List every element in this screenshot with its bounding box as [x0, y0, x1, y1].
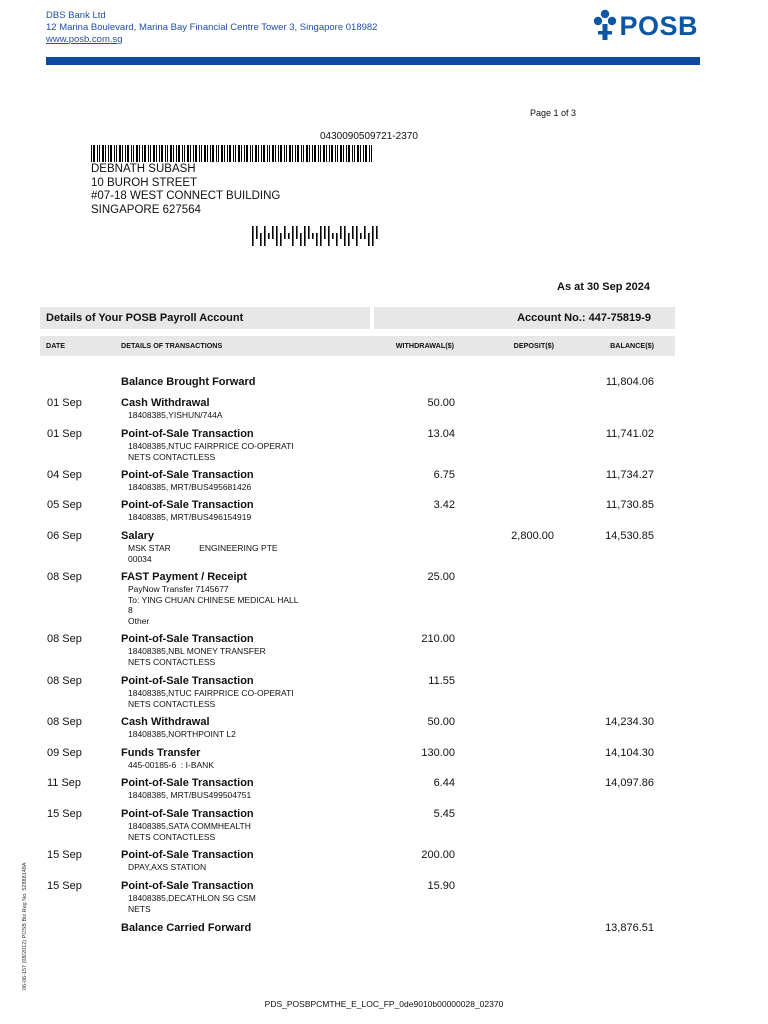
form-code: 06-06-157 (08/2012) POSB Biz Reg No. 52888148A: [22, 862, 28, 990]
barcode-bar: [261, 145, 262, 162]
barcode-bar: [306, 145, 308, 162]
transaction-details: [128, 862, 206, 873]
postal-bar: [280, 233, 282, 246]
barcode-bar: [170, 145, 172, 162]
barcode-bar: [114, 145, 115, 162]
barcode-bar: [252, 145, 253, 162]
barcode-bar: [329, 145, 330, 162]
transaction-title: Balance Brought Forward: [121, 376, 256, 388]
barcode-bar: [267, 145, 268, 162]
balance-amount: 14,530.85: [605, 530, 654, 542]
column-date: DATE: [46, 341, 66, 350]
postal-bar: [252, 226, 254, 246]
header-separator: [370, 307, 374, 329]
transaction-details: [128, 821, 251, 842]
barcode-bar: [207, 145, 208, 162]
barcode-bar: [125, 145, 126, 162]
postal-bar: [296, 226, 298, 239]
withdrawal-amount: 6.75: [433, 469, 455, 481]
postal-bar: [364, 226, 366, 239]
barcode-bar: [178, 145, 180, 162]
barcode-bar: [144, 145, 146, 162]
barcode-bar: [241, 145, 242, 162]
barcode-bar: [289, 145, 291, 162]
barcode-bar: [133, 145, 134, 162]
barcode-bar: [258, 145, 259, 162]
transaction-detail-line: 18408385, MRT/BUS499504751: [128, 790, 252, 800]
barcode-bar: [156, 145, 157, 162]
barcode-bar: [301, 145, 302, 162]
postal-bar: [292, 226, 294, 246]
barcode-bar: [280, 145, 282, 162]
postal-bar: [348, 233, 350, 246]
transaction-details: [128, 543, 278, 564]
transaction-details: [128, 482, 251, 493]
barcode-bar: [127, 145, 129, 162]
barcode-bar: [153, 145, 155, 162]
transaction-detail-line: Other: [128, 615, 150, 626]
balance-amount: 13,876.51: [605, 922, 654, 934]
transaction-date: 05 Sep: [47, 499, 82, 511]
customer-name: DEBNATH SUBASH: [91, 163, 196, 175]
transaction-detail-line: NETS CONTACTLESS: [128, 451, 216, 462]
transaction-date: 08 Sep: [47, 571, 82, 583]
deposit-amount: 2,800.00: [511, 530, 554, 542]
barcode-bar: [297, 145, 299, 162]
transaction-details: [128, 584, 299, 626]
barcode-bar: [286, 145, 287, 162]
transaction-detail-line: NETS CONTACTLESS: [128, 656, 216, 667]
column-headers: [40, 336, 675, 356]
barcode-bar: [229, 145, 231, 162]
barcode-bar: [122, 145, 123, 162]
transaction-detail-line: 18408385,NBL MONEY TRANSFER: [128, 646, 266, 656]
transaction-detail-line: NETS CONTACTLESS: [128, 831, 216, 842]
transaction-detail-line: 18408385,NTUC FAIRPRICE CO-OPERATI: [128, 441, 294, 451]
barcode-bar: [105, 145, 106, 162]
transaction-title: Funds Transfer: [121, 747, 201, 759]
address-line: #07-18 WEST CONNECT BUILDING: [91, 190, 281, 203]
barcode-bar: [142, 145, 143, 162]
barcode-bar: [150, 145, 151, 162]
barcode-bar: [173, 145, 174, 162]
transaction-date: 06 Sep: [47, 530, 82, 542]
barcode-bar: [184, 145, 185, 162]
transaction-title: Point-of-Sale Transaction: [121, 428, 254, 440]
transaction-details: [128, 790, 251, 801]
transaction-title: Cash Withdrawal: [121, 397, 210, 409]
postal-bar: [288, 233, 290, 239]
barcode-bar: [139, 145, 140, 162]
barcode-bar: [309, 145, 310, 162]
barcode-bar: [119, 145, 121, 162]
account-number: Account No.: 447-75819-9: [517, 312, 651, 324]
barcode-bar: [221, 145, 223, 162]
barcode-bar: [284, 145, 285, 162]
transaction-date: 01 Sep: [47, 428, 82, 440]
transaction-date: 08 Sep: [47, 633, 82, 645]
barcode-bar: [357, 145, 359, 162]
postal-bar: [328, 226, 330, 246]
barcode-bar: [190, 145, 191, 162]
barcode-bar: [278, 145, 279, 162]
barcode-bar: [131, 145, 132, 162]
transaction-date: 15 Sep: [47, 808, 82, 820]
barcode-bar: [263, 145, 265, 162]
transaction-title: Point-of-Sale Transaction: [121, 469, 254, 481]
column-deposit: DEPOSIT($): [513, 341, 554, 350]
withdrawal-amount: 25.00: [427, 571, 455, 583]
transaction-date: 08 Sep: [47, 716, 82, 728]
transaction-detail-line: 18408385,NTUC FAIRPRICE CO-OPERATI: [128, 688, 294, 698]
barcode-bar: [216, 145, 217, 162]
transaction-detail-line: 8: [128, 605, 133, 615]
postal-bar: [368, 233, 370, 246]
withdrawal-amount: 5.45: [433, 808, 455, 820]
barcode-bar: [363, 145, 364, 162]
barcode-bar: [161, 145, 163, 162]
postal-bar: [276, 226, 278, 246]
barcode-bar: [337, 145, 338, 162]
barcode-bar: [224, 145, 225, 162]
account-title: Details of Your POSB Payroll Account: [46, 312, 244, 324]
barcode-bar: [238, 145, 240, 162]
barcode-bar: [269, 145, 270, 162]
postal-bar: [272, 226, 274, 239]
barcode-bar: [360, 145, 361, 162]
postal-bar: [304, 226, 306, 246]
address-line: SINGAPORE 627564: [91, 203, 201, 216]
barcode-bar: [371, 145, 372, 162]
column-withdrawal: WITHDRAWAL($): [395, 341, 454, 350]
withdrawal-amount: 13.04: [427, 428, 455, 440]
transaction-title: Point-of-Sale Transaction: [121, 675, 254, 687]
postal-bar: [320, 226, 322, 246]
barcode-bar: [199, 145, 200, 162]
barcode-bar: [246, 145, 248, 162]
barcode-bar: [348, 145, 350, 162]
barcode-bar: [212, 145, 214, 162]
barcode-bar: [187, 145, 189, 162]
transaction-detail-line: 18408385, MRT/BUS496154919: [128, 512, 252, 522]
balance-amount: 11,734.27: [605, 469, 654, 481]
barcode-bar: [201, 145, 202, 162]
logo-text: POSB: [619, 10, 698, 41]
barcode-bar: [295, 145, 296, 162]
barcode-bar: [136, 145, 138, 162]
postal-bar: [372, 226, 374, 246]
withdrawal-amount: 50.00: [427, 716, 455, 728]
barcode-bar: [235, 145, 236, 162]
transaction-title: Point-of-Sale Transaction: [121, 880, 254, 892]
postal-bar: [264, 226, 266, 246]
barcode-bar: [250, 145, 251, 162]
transaction-details: [128, 441, 294, 462]
postal-bar: [284, 226, 286, 239]
barcode-bar: [116, 145, 117, 162]
barcode-bar: [354, 145, 355, 162]
statement-date: As at 30 Sep 2024: [557, 281, 650, 293]
barcode-bar: [204, 145, 206, 162]
header-divider-bar: [46, 57, 700, 65]
bank-info: [46, 10, 377, 46]
transaction-title: Point-of-Sale Transaction: [121, 777, 254, 789]
barcode-bar: [312, 145, 313, 162]
barcode-bar: [318, 145, 319, 162]
postal-bar: [324, 226, 326, 239]
withdrawal-amount: 15.90: [427, 880, 455, 892]
transaction-detail-line: 18408385,NORTHPOINT L2: [128, 729, 236, 739]
transaction-detail-line: NETS: [128, 903, 151, 914]
postal-bar: [312, 233, 314, 239]
transaction-title: Point-of-Sale Transaction: [121, 808, 254, 820]
postal-bar: [268, 233, 270, 239]
barcode-bar: [102, 145, 104, 162]
barcode-bar: [93, 145, 95, 162]
postal-barcode: [252, 226, 382, 246]
transaction-detail-line: To: YING CHUAN CHINESE MEDICAL HALL: [128, 594, 299, 605]
postal-bar: [336, 233, 338, 246]
transaction-details: [128, 760, 214, 771]
bank-address: 12 Marina Boulevard, Marina Bay Financial Centre Tower 3, Singapore 018982: [46, 22, 378, 33]
balance-amount: 14,097.86: [605, 777, 654, 789]
bank-website-link[interactable]: www.posb.com.sg: [46, 34, 123, 45]
transaction-detail-line: MSK STAR ENGINEERING PTE: [128, 543, 278, 553]
barcode-bar: [159, 145, 160, 162]
barcode-bar: [108, 145, 109, 162]
transaction-details: [128, 512, 251, 523]
column-balance: BALANCE($): [610, 341, 654, 350]
barcode-bar: [369, 145, 370, 162]
barcode-bar: [182, 145, 183, 162]
transaction-detail-line: 18408385,SATA COMMHEALTH: [128, 821, 251, 831]
transaction-title: Point-of-Sale Transaction: [121, 499, 254, 511]
transaction-details: [128, 688, 294, 709]
transaction-detail-line: 18408385, MRT/BUS495681426: [128, 482, 252, 492]
barcode-bar: [233, 145, 234, 162]
barcode-bar: [218, 145, 219, 162]
barcode-bar: [110, 145, 112, 162]
postal-bar: [316, 233, 318, 246]
withdrawal-amount: 3.42: [433, 499, 455, 511]
reference-number: 0430090509721-2370: [320, 131, 418, 142]
barcode-bar: [272, 145, 274, 162]
transaction-detail-line: 18408385,DECATHLON SG CSM: [128, 893, 256, 903]
postal-bar: [360, 233, 362, 239]
barcode-bar: [340, 145, 342, 162]
balance-amount: 11,804.06: [605, 376, 654, 388]
withdrawal-amount: 6.44: [433, 777, 455, 789]
withdrawal-amount: 210.00: [421, 633, 455, 645]
transaction-details: [128, 893, 256, 914]
withdrawal-amount: 130.00: [421, 747, 455, 759]
posb-logo: [593, 9, 698, 43]
barcode-bar: [323, 145, 325, 162]
barcode-bar: [176, 145, 177, 162]
postal-bar: [256, 226, 258, 239]
withdrawal-amount: 200.00: [421, 849, 455, 861]
transaction-title: Point-of-Sale Transaction: [121, 849, 254, 861]
barcode-bar: [335, 145, 336, 162]
barcode-bar: [227, 145, 228, 162]
transaction-details: [128, 729, 236, 740]
barcode: [91, 145, 374, 162]
barcode-bar: [292, 145, 293, 162]
postal-bar: [352, 226, 354, 239]
barcode-bar: [165, 145, 166, 162]
barcode-bar: [210, 145, 211, 162]
barcode-bar: [148, 145, 149, 162]
barcode-bar: [326, 145, 327, 162]
barcode-bar: [99, 145, 100, 162]
transaction-detail-line: PayNow Transfer 7145677: [128, 584, 229, 594]
barcode-bar: [320, 145, 321, 162]
barcode-bar: [255, 145, 257, 162]
transaction-date: 15 Sep: [47, 849, 82, 861]
postal-bar: [344, 226, 346, 246]
transaction-title: Salary: [121, 530, 155, 542]
transaction-detail-line: NETS CONTACTLESS: [128, 698, 216, 709]
barcode-bar: [193, 145, 194, 162]
barcode-bar: [331, 145, 333, 162]
balance-amount: 14,104.30: [605, 747, 654, 759]
balance-amount: 11,741.02: [605, 428, 654, 440]
postal-bar: [300, 233, 302, 246]
postal-bar: [332, 233, 334, 239]
balance-amount: 11,730.85: [605, 499, 654, 511]
barcode-bar: [346, 145, 347, 162]
barcode-bar: [303, 145, 304, 162]
footer-code: PDS_POSBPCMTHE_E_LOC_FP_0de9010b00000028_02370: [264, 999, 504, 1009]
transaction-date: 15 Sep: [47, 880, 82, 892]
withdrawal-amount: 50.00: [427, 397, 455, 409]
column-details: DETAILS OF TRANSACTIONS: [121, 341, 223, 350]
transaction-detail-line: 00034: [128, 553, 152, 564]
transaction-detail-line: DPAY,AXS STATION: [128, 862, 207, 872]
barcode-bar: [97, 145, 98, 162]
barcode-bar: [167, 145, 168, 162]
postal-bar: [260, 233, 262, 246]
bank-name: DBS Bank Ltd: [46, 10, 106, 21]
posb-logo-icon: [593, 9, 617, 43]
transaction-date: 04 Sep: [47, 469, 82, 481]
account-header: [40, 307, 675, 329]
barcode-bar: [91, 145, 92, 162]
withdrawal-amount: 11.55: [428, 675, 455, 687]
transaction-details: [128, 410, 223, 421]
transaction-details: [128, 646, 266, 667]
barcode-bar: [195, 145, 197, 162]
transaction-title: Cash Withdrawal: [121, 716, 210, 728]
postal-bar: [356, 226, 358, 246]
transaction-detail-line: 445-00185-6 : I-BANK: [128, 760, 214, 770]
transaction-date: 01 Sep: [47, 397, 82, 409]
customer-address: [91, 163, 280, 217]
barcode-bar: [314, 145, 316, 162]
postal-bar: [308, 226, 310, 239]
transaction-detail-line: 18408385,YISHUN/744A: [128, 410, 223, 420]
barcode-bar: [343, 145, 344, 162]
barcode-bar: [275, 145, 276, 162]
transaction-date: 08 Sep: [47, 675, 82, 687]
barcode-bar: [352, 145, 353, 162]
postal-bar: [376, 226, 378, 239]
address-line: 10 BUROH STREET: [91, 176, 198, 189]
balance-amount: 14,234.30: [605, 716, 654, 728]
page-number: Page 1 of 3: [530, 108, 577, 118]
transaction-title: FAST Payment / Receipt: [121, 571, 247, 583]
barcode-bar: [365, 145, 367, 162]
transaction-date: 11 Sep: [47, 777, 82, 789]
barcode-bar: [244, 145, 245, 162]
postal-bar: [340, 226, 342, 239]
transaction-date: 09 Sep: [47, 747, 82, 759]
transaction-title: Balance Carried Forward: [121, 922, 252, 934]
transaction-title: Point-of-Sale Transaction: [121, 633, 254, 645]
